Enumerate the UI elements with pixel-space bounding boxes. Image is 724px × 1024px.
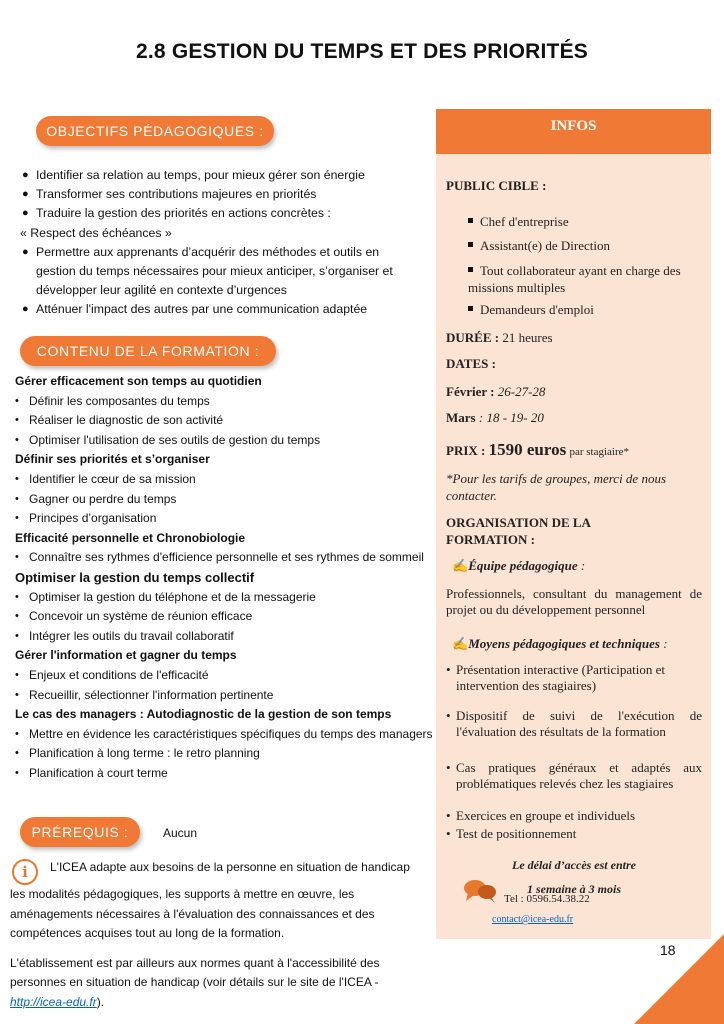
accessibility-paragraph-1: [10, 858, 410, 944]
bullet-icon: •: [15, 766, 19, 779]
bullet-icon: ●: [22, 188, 29, 201]
chat-bubbles-icon: [462, 877, 498, 905]
equipe-row: ✍Équipe pédagogique :: [452, 558, 586, 573]
contenu-item: • Optimiser la gestion du téléphone et de la messagerie: [15, 588, 435, 608]
contenu-item: • Recueillir, sélectionner l'information pertinente: [15, 686, 435, 706]
objectif-item: « Respect des échéances »: [20, 225, 172, 240]
accessibility-text-1: L'ICEA adapte aux besoins de la personne en situation de handicap les modalités pédagogiques, les supports à mettre en œuvre, les aménagements nécessaires à l'évaluation des connaissances et des compétences acquises tout au long de la formation.: [10, 860, 410, 941]
bullet-icon: •: [15, 512, 19, 525]
contenu-item: • Gagner ou perdre du temps: [15, 490, 435, 510]
delai-line-1: Le délai d’accès est entre: [512, 858, 636, 872]
contenu-item: • Principes d’organisation: [15, 509, 435, 529]
public-item: Chef d'entreprise: [468, 214, 569, 230]
contenu-list: [15, 372, 435, 783]
prerequis-pill: [20, 817, 140, 847]
telephone: Tel : 0596.54.38.22: [504, 893, 590, 905]
accessibility-text-end: ).: [96, 994, 105, 1009]
bullet-icon: •: [15, 747, 19, 760]
objectif-item: développer leur agilité en contexte d’urgences: [36, 283, 287, 298]
bullet-icon: ●: [22, 169, 29, 181]
prerequis-label: PRÉREQUIS :: [31, 824, 129, 840]
moyens-row: ✍Moyens pédagogiques et techniques :: [452, 636, 668, 651]
accessibility-text-2: L'établissement est par ailleurs aux normes quant à l'accessibilité des personnes en situation de handicap (voir détails sur le site de l'ICEA -: [10, 955, 380, 990]
contenu-heading: Gérer efficacement son temps au quotidien: [15, 374, 262, 388]
contenu-heading: Efficacité personnelle et Chronobiologie: [15, 530, 246, 545]
bullet-icon: •: [15, 492, 19, 505]
moyens-item: • Exercices en groupe et individuels: [446, 808, 636, 823]
bullet-icon: •: [15, 727, 19, 740]
contenu-item: • Enjeux et conditions de l'efficacité: [15, 666, 435, 686]
fevrier-row: Février : 26-27-28: [446, 384, 546, 399]
prix-row: PRIX : 1590 euros par stagiaire*: [446, 440, 630, 459]
prix-note: *Pour les tarifs de groupes, merci de nous contacter.: [446, 471, 667, 503]
hand-icon: ✍: [452, 558, 469, 573]
square-bullet-icon: [468, 267, 473, 272]
objectif-item: ● Atténuer l'impact des autres par une communication adaptée: [20, 300, 430, 319]
contenu-item: • Concevoir un système de réunion efficace: [15, 607, 435, 627]
mars-row: Mars : 18 - 19- 20: [446, 410, 544, 425]
bullet-icon: ●: [22, 303, 29, 316]
icea-link[interactable]: http://icea-edu.fr: [10, 994, 97, 1009]
public-item: Assistant(e) de Direction: [468, 238, 610, 254]
objectifs-list: [20, 166, 430, 320]
objectif-item: ● Traduire la gestion des priorités en actions concrètes :: [20, 204, 430, 223]
duree-row: DURÉE : 21 heures: [446, 330, 553, 345]
contenu-item: • Définir les composantes du temps: [15, 392, 435, 412]
info-icon: i: [12, 859, 38, 885]
contenu-item: • Connaître ses rythmes d'efficience personnelle et ses rythmes de sommeil: [15, 548, 435, 568]
corner-decoration: [634, 934, 724, 1024]
public-item: Demandeurs d'emploi: [468, 302, 594, 318]
infos-header: [436, 109, 711, 154]
contenu-heading: Optimiser la gestion du temps collectif: [15, 569, 255, 585]
contenu-item: • Optimiser l'utilisation de ses outils de gestion du temps: [15, 431, 435, 451]
objectifs-pill: [36, 116, 274, 146]
infos-header-label: INFOS: [550, 118, 597, 134]
contenu-heading: Le cas des managers : Autodiagnostic de la gestion de son temps: [15, 707, 392, 722]
square-bullet-icon: [468, 218, 473, 223]
bullet-icon: •: [15, 433, 19, 446]
bullet-icon: •: [15, 629, 19, 642]
moyens-item: • Cas pratiques généraux et adaptés aux problématiques relevés chez les stagiaires: [446, 760, 702, 791]
accessibility-block: [10, 858, 410, 1023]
contact-email[interactable]: contact@icea-edu.fr: [492, 914, 574, 925]
bullet-icon: •: [15, 551, 19, 564]
bullet-icon: ●: [22, 207, 29, 220]
objectif-item: gestion du temps nécessaires pour mieux anticiper, s’organiser et: [36, 264, 393, 279]
bullet-icon: •: [15, 590, 19, 603]
bullet-icon: •: [15, 610, 19, 623]
page-title: 2.8 GESTION DU TEMPS ET DES PRIORITÉS: [136, 40, 588, 63]
bullet-icon: •: [15, 472, 19, 485]
square-bullet-icon: [468, 306, 473, 311]
objectif-item: ● Identifier sa relation au temps, pour mieux gérer son énergie: [20, 166, 430, 185]
hand-icon: ✍: [452, 636, 469, 651]
contenu-item: • Réaliser le diagnostic de son activité: [15, 411, 435, 431]
contenu-item: • Planification à court terme: [15, 764, 435, 784]
organisation-label: ORGANISATION DE LA FORMATION :: [446, 515, 591, 547]
objectif-item: ● Permettre aux apprenants d’acquérir des méthodes et outils en: [20, 243, 430, 262]
bullet-icon: ●: [22, 245, 29, 258]
square-bullet-icon: [468, 242, 473, 247]
accessibility-paragraph-2: [10, 954, 410, 1013]
contenu-item: • Intégrer les outils du travail collaboratif: [15, 627, 435, 647]
moyens-item: • Dispositif de suivi de l'exécution de l'évaluation des résultats de la formation: [446, 708, 702, 739]
moyens-item: • Présentation interactive (Participation et intervention des stagiaires): [446, 662, 666, 693]
public-label: PUBLIC CIBLE :: [446, 178, 547, 193]
contenu-item: • Planification à long terme : le retro planning: [15, 744, 435, 764]
delai-line-2: 1 semaine à 3 mois: [526, 882, 621, 896]
contenu-heading: Gérer l'information et gagner du temps: [15, 648, 237, 663]
contenu-item: • Identifier le cœur de sa mission: [15, 470, 435, 490]
bullet-icon: •: [15, 688, 19, 701]
bullet-icon: •: [15, 414, 19, 427]
bullet-icon: •: [15, 394, 19, 407]
contenu-pill: [20, 336, 276, 366]
dates-label: DATES :: [446, 356, 496, 371]
contenu-label: CONTENU DE LA FORMATION :: [36, 343, 260, 359]
objectif-item: ● Transformer ses contributions majeures en priorités: [20, 185, 430, 204]
public-item: Tout collaborateur ayant en charge des missions multiples: [468, 263, 681, 295]
equipe-text: Professionnels, consultant du management de projet ou du développement personnel: [446, 586, 702, 617]
page-number: 18: [660, 942, 676, 958]
moyens-item: • Test de positionnement: [446, 826, 577, 841]
contenu-item: • Mettre en évidence les caractéristiques spécifiques du temps des managers: [15, 725, 435, 745]
objectifs-label: OBJECTIFS PÉDAGOGIQUES :: [46, 123, 264, 139]
contenu-heading: Définir ses priorités et s’organiser: [15, 452, 210, 467]
bullet-icon: •: [15, 668, 19, 681]
prerequis-value: Aucun: [163, 826, 198, 840]
